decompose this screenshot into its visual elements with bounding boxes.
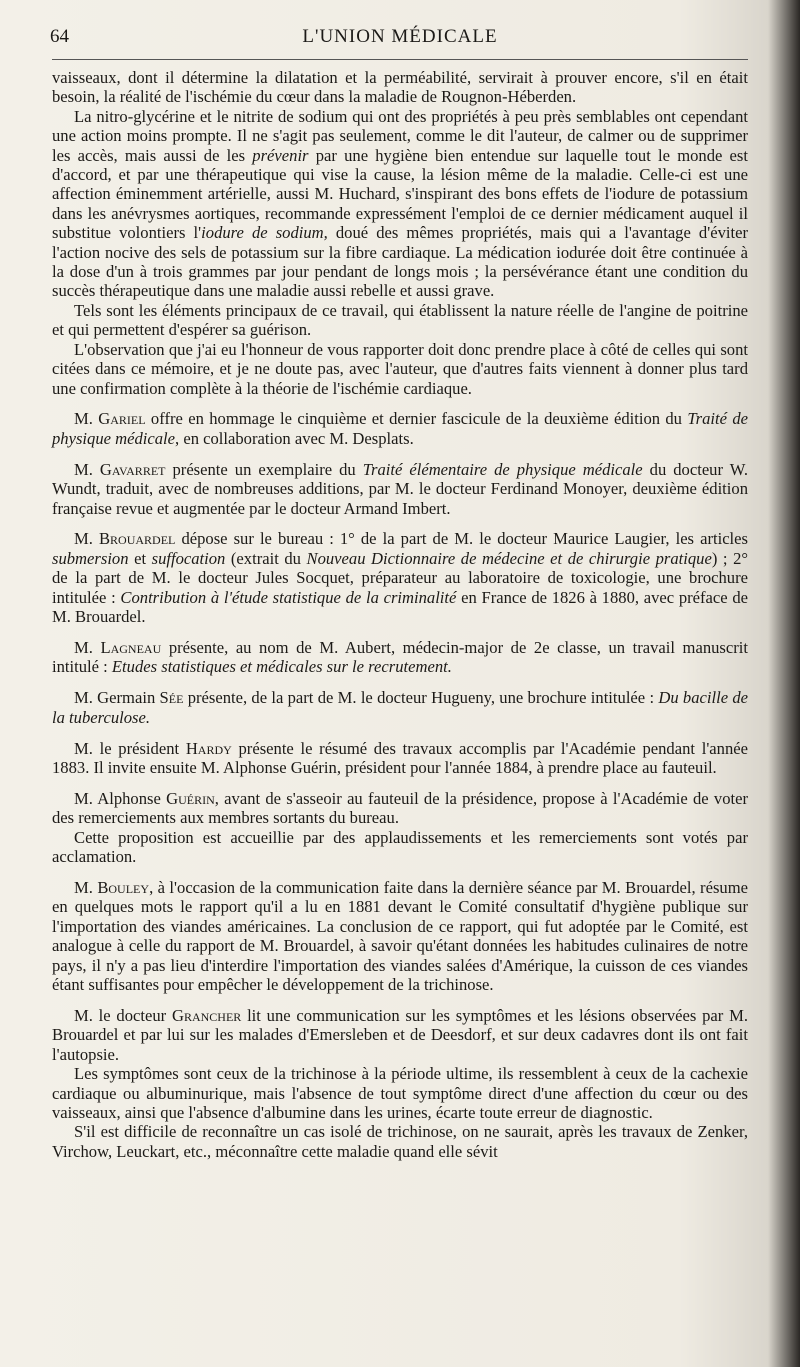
text-run: doué des mêmes propriétés, mais qui a l'avantage d'éviter l'action nocive des sels de potassium sur la fibre cardiaque. La médication iodurée doit être continuée à la dose d'un à trois grammes par jour pendant de longs mois ; la persévérance étant une condition du succès thérapeutique dans une maladie aussi rebelle et aussi grave. xyxy=(52,223,748,301)
body-paragraph xyxy=(52,68,748,107)
text-run: M. Alphonse xyxy=(74,788,167,808)
text-run: lit une communication sur les symptômes et les lésions observées par M. Brouardel et par lui sur les malades d'Emersleben et de Deesdorf, et sur deux cadavres dont ils ont fait l'autopsie. xyxy=(52,1005,748,1064)
text-run: S'il est difficile de reconnaître un cas isolé de trichinose, on ne saurait, après les travaux de Zenker, Virchow, Leuckart, etc., méconnaître cette maladie quand elle sévit xyxy=(52,1122,748,1161)
text-run: offre en hommage le cinquième et dernier fascicule de la deuxième édition du xyxy=(145,409,688,429)
text-run: du docteur W. Wundt, traduit, avec de nombreuses additions, par M. le docteur Ferdinand Monoyer, deuxième édition française revue et augmentée par le docteur Armand Imbert. xyxy=(52,459,748,518)
speaker-name: Hardy xyxy=(185,738,232,758)
text-run: , en collaboration avec M. Desplats. xyxy=(175,428,414,448)
text-run: ) ; 2° de la part de M. le docteur Jules Socquet, préparateur au laboratoire de toxicologie, une brochure intitulée : xyxy=(52,548,749,607)
text-run: et xyxy=(128,548,152,568)
italic-title: Etudes statistiques et médicales sur le recrutement. xyxy=(111,657,452,677)
announcement-paragraph xyxy=(52,688,748,727)
italic-title: Du bacille de la tuberculose. xyxy=(52,688,749,727)
text-run: présente, de la part de M. le docteur Hugueny, une brochure intitulée : xyxy=(183,688,659,708)
text-run: M. xyxy=(74,409,99,429)
text-run: Tels sont les éléments principaux de ce travail, qui établissent la nature réelle de l'angine de poitrine et qui permettent d'espérer sa guérison. xyxy=(52,300,748,340)
body-paragraph xyxy=(52,1122,748,1161)
speaker-name: Guérin xyxy=(166,788,215,808)
text-run: présente, au nom de M. Aubert, médecin-major de 2e classe, un travail manuscrit intitulé : xyxy=(52,637,748,677)
body-paragraph xyxy=(52,1064,748,1122)
article-body xyxy=(52,68,748,1161)
italic-title: submersion xyxy=(52,548,129,568)
text-run: M. xyxy=(74,637,101,657)
text-run: , à l'occasion de la communication faite dans la dernière séance par M. Brouardel, résume en quelques mots le rapport qu'il a lu en 1881 devant le Comité consultatif d'hygiène publique sur l'importation des viandes américaines. La conclusion de ce rapport, qui fut adoptée par le Comité, est analogue à celle du rapport de M. Brouardel, à savoir qu'étant données les habitudes culinaires de notre pays, il n'y a pas lieu d'interdire l'importation des viandes salées d'Amérique, la cuisson de ces viandes étant suffisantes pour empêcher le développement de la trichinose. xyxy=(52,878,748,995)
speaker-name: Gariel xyxy=(98,409,146,429)
announcement-paragraph xyxy=(52,878,748,994)
text-run: M. xyxy=(74,459,100,479)
speaker-name: Gavarret xyxy=(99,459,166,479)
text-run: , avant de s'asseoir au fauteuil de la présidence, propose à l'Académie de voter des remerciements aux membres sortants du bureau. xyxy=(52,788,748,828)
text-run: présente un exemplaire du xyxy=(165,459,363,479)
text-run: M. xyxy=(74,878,98,898)
announcement-paragraph xyxy=(52,638,748,677)
announcement-paragraph xyxy=(52,739,748,778)
body-paragraph xyxy=(52,301,748,340)
italic-title: Traité de physique médicale xyxy=(52,409,749,448)
text-run: L'observation que j'ai eu l'honneur de vous rapporter doit donc prendre place à côté de celles qui sont citées dans ce mémoire, et je ne doute pas, avec l'auteur, que d'autres faits viennent à donner plus tard une confirmation complète à la théorie de l'ischémie cardiaque. xyxy=(52,339,748,398)
text-run: M. le président xyxy=(74,738,186,758)
text-run: M. le docteur xyxy=(74,1005,172,1025)
body-paragraph xyxy=(52,107,748,301)
italic-title: suffocation xyxy=(151,548,226,568)
italic-title: Nouveau Dictionnaire de médecine et de chirurgie pratique xyxy=(306,548,712,568)
speaker-name: Lagneau xyxy=(100,637,162,657)
italic-title: iodure de sodium, xyxy=(201,223,328,243)
announcement-paragraph xyxy=(52,460,748,518)
announcement-paragraph xyxy=(52,529,748,626)
speaker-name: Grancher xyxy=(171,1005,242,1025)
italic-title: prévenir xyxy=(252,145,309,165)
speaker-name: Bouley xyxy=(97,878,150,898)
announcement-paragraph xyxy=(52,409,748,448)
speaker-name: Sée xyxy=(159,688,184,708)
text-run: (extrait du xyxy=(225,548,307,568)
text-run: La nitro-glycérine et le nitrite de sodium qui ont des propriétés à peu près semblables ont cependant une action moins prompte. Il ne s'agit pas seulement, comme le dit l'auteur, de calmer ou de supprimer les accès, mais aussi de les xyxy=(52,106,748,165)
running-title: L'UNION MÉDICALE xyxy=(302,26,498,47)
page-number: 64 xyxy=(50,26,69,47)
text-run: M. Germain xyxy=(74,688,160,708)
speaker-name: Brouardel xyxy=(98,529,176,549)
page-header xyxy=(50,26,750,56)
body-paragraph xyxy=(52,828,748,867)
italic-title: Contribution à l'étude statistique de la criminalité xyxy=(120,587,457,607)
text-run: présente le résumé des travaux accomplis par l'Académie pendant l'année 1883. Il invite ensuite M. Alphonse Guérin, président pour l'année 1884, à prendre place au fauteuil. xyxy=(52,738,748,777)
body-paragraph xyxy=(52,340,748,398)
italic-title: Traité élémentaire de physique médicale xyxy=(362,459,643,479)
text-run: en France de 1826 à 1880, avec préface de M. Brouardel. xyxy=(52,587,748,627)
header-rule xyxy=(52,59,748,60)
text-run: par une hygiène bien entendue sur laquelle tout le monde est d'accord, et par une thérapeutique qui vise la cause, la lésion même de la maladie. Celle-ci est une affection éminemment artérielle, aussi M. Huchard, s'inspirant des bons effets de l'iodure de potassium dans les anévrysmes aortiques, recommande expressément l'emploi de ce dernier médicament auquel il substitue volontiers l' xyxy=(52,145,748,243)
text-run: Cette proposition est accueillie par des applaudissements et les remerciements sont votés par acclamation. xyxy=(52,827,748,867)
text-run: dépose sur le bureau : 1° de la part de M. le docteur Maurice Laugier, les articles xyxy=(175,529,748,549)
text-run: Les symptômes sont ceux de la trichinose à la période ultime, ils ressemblent à ceux de la cachexie cardiaque ou albuminurique, mais l'absence de tout symptôme direct d'une affection du cœur ou des vaisseaux, ainsi que l'absence d'albumine dans les urines, écarte toute erreur de diagnostic. xyxy=(52,1064,748,1122)
text-run: vaisseaux, dont il détermine la dilatation et la perméabilité, servirait à prouver encore, s'il en était besoin, la réalité de l'ischémie du cœur dans la maladie de Rougnon-Héberden. xyxy=(52,68,748,107)
text-run: M. xyxy=(74,529,99,549)
announcement-paragraph xyxy=(52,789,748,828)
announcement-paragraph xyxy=(52,1006,748,1064)
